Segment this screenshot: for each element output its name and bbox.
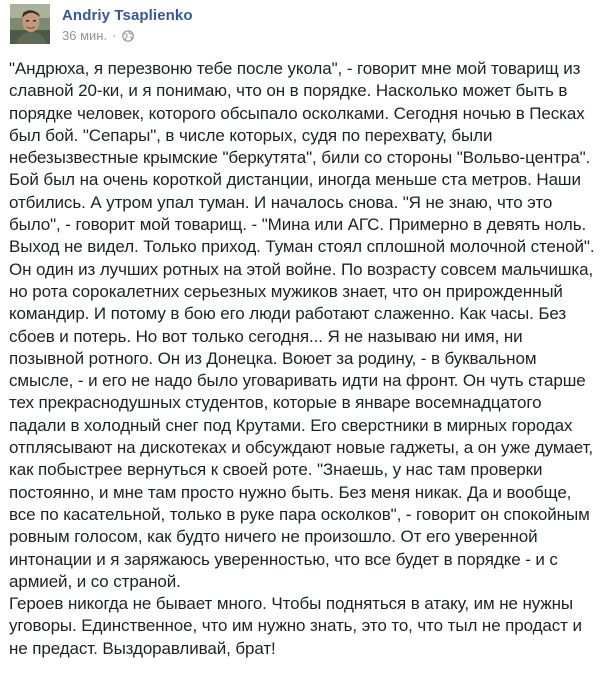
post-paragraph-1: "Андрюха, я перезвоню тебе после укола", - говорит мне мой товарищ из славной 20-ки, и я понимаю, что он в порядке. Насколько может быть в порядке человек, которого обсыпало осколками. Сегодня ночью в Песках был бой. "Сепары", в числе которых, судя по перехвату, были небезызвестные крымские "беркутята", били со стороны "Вольво-центра". Бой был на очень короткой дистанции, иногда меньше ста метров. Наши отбились. А утром упал туман. И началось снова. "Я не знаю, что это было", - говорит мой товарищ. - "Мина или АГС. Примерно в девять ноль. Выход не видел. Только приход. Туман стоял сплошной молочной стеной". Он один из лучших ротных на этой войне. По возрасту совсем мальчишка, но рота сорокалетних серьезных мужиков знает, что он прирожденный командир. И потому в бою его люди работают слаженно. Как часы. Без сбоев и потерь. Но вот только сегодня... Я не называю ни имя, ни позывной ротного. Он из Донецка. Воюет за родину, - в буквальном смысле, - и его не надо было уговаривать идти на фронт. Он чуть старше тех прекраснодушных студентов, которые в январе восемнадцатого падали в холодный снег под Крутами. Его сверстники в мирных городах отплясывают на дискотеках и обсуждают новые гаджеты, а он уже думает, как побыстрее вернуться к своей роте. "Знаешь, у нас там проверки постоянно, и мне там просто нужно быть. Без меня никак. Да и вообще, все по касательной, только в руке пара осколков", - говорит он спокойным ровным голосом, как будто ничего не произошло. От его уверенной интонации и я заряжаюсь уверенностью, что все будет в порядке - и с армией, и со страной. [9,59,595,591]
globe-icon[interactable] [122,30,134,42]
author-name-link[interactable]: Andriy Tsaplienko [62,7,193,24]
post-header [10,4,590,48]
avatar[interactable] [10,4,50,44]
post-meta [62,28,134,43]
avatar-photo-icon [10,4,50,44]
post-paragraph-2: Героев никогда не бывает много. Чтобы подняться в атаку, им не нужны уговоры. Единственное, что им нужно знать, это то, что тыл не продаст и не предаст. Выздоравливай, брат! [9,594,582,658]
post-body [9,58,599,660]
meta-separator: · [112,28,117,43]
post-timestamp-link[interactable]: 36 мин. [62,28,108,43]
